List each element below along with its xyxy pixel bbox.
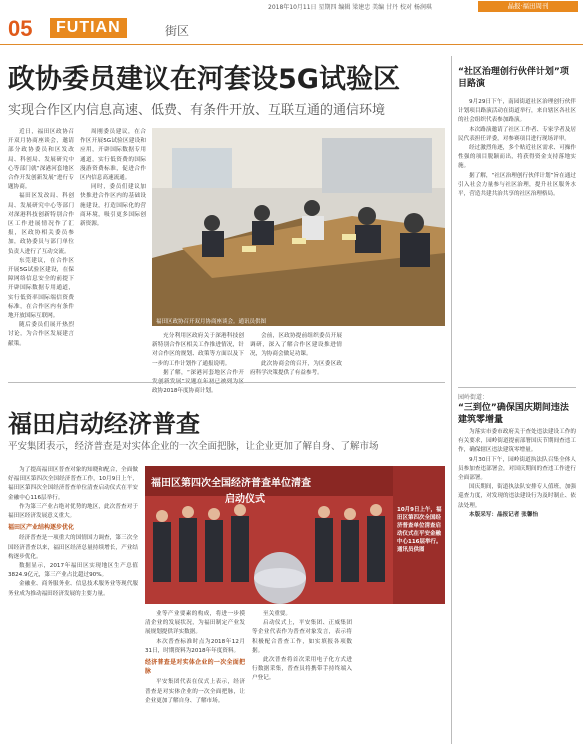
- sidebar2-label: 园岭街道：: [458, 394, 489, 401]
- banner-text-2: 启动仪式: [225, 494, 265, 505]
- meeting-photo-illustration: [152, 128, 445, 326]
- sidebar-separator: [458, 387, 576, 388]
- article1-col4: 会前，区政协提前组织委员开展调研，深入了解合作区建设推进情况，为协商会做足功课。 此次协商会的召开，为区委区政府科学决策提供了有益参考。: [250, 333, 342, 376]
- article2-col3: 至关重要。 启动仪式上，平安集团、正威集团等企业代表作为普查对象发言，表示将积极配合普查工作，如实填报各项数据。 此次普查将首次采用电子化方式进行数据采集，普查员将携带手持终端入户登记。: [252, 611, 352, 682]
- section-cn-name: 街区: [165, 24, 190, 38]
- sidebar2-body: 为落实市委市政府关于查处违法建设工作的有关要求，园岭街道提前部署国庆节期间查违工作，确保辖区违法建筑零增量。 9月30日下午，园岭街道执法队召集全体人员参加查违部署会，对国庆期间的查违工作进行全面部署。 国庆期间，街道执法队安排专人值班，加强巡查力度，对发现的违法建设行为及时制止、依法处理。 本版采写：晶报记者 张馨怡: [458, 428, 576, 744]
- sidebar1-body: 9月29日下午，南园街道社区治理创行伙伴计划项目路演活动在街道举行，来自辖区各社区的社会组织代表参加路演。 本次路演邀请了社区工作者、专家学者及居民代表担任评委，对参赛项目进行现场评审。 经过激烈角逐，多个贴近社区需求、可操作性强的项目脱颖而出，将获得资金支持落地实施。 据了解，“社区治理创行伙伴计划”旨在通过引入社会力量参与社区治理，提升社区服务水平，营造共建共治共享的社区治理格局。: [458, 99, 576, 198]
- article1-subtitle: 实现合作区内信息高速、低费、有条件开放、互联互通的通信环境: [8, 103, 386, 118]
- article1-title: 政协委员建议在河套设5G试验区: [8, 64, 400, 95]
- section-name: FUTIAN: [50, 18, 127, 38]
- sidebar-divider: [451, 56, 452, 744]
- edition-meta: 2018年10月11日 星期四 编辑 梁建忠 美编 甘丹 校对 杨润琪: [268, 4, 432, 11]
- article2-photo-caption: 10月9日上午，福田区第四次全国经济普查单位清查启动仪式在平安金融中心116层举行。通讯员供图: [397, 507, 442, 553]
- article1-col3: 充分利用区政府关于深港科技创新特别合作区相关工作推进情况，针对合作区的规划、政策等方面以及下一步的工作计划作了通报说明。 据了解，“深港河套地区合作开 政协2018年度协商计划。: [152, 333, 244, 395]
- article2-section2-head: 经济普查是对实体企业的一次全面把脉: [145, 659, 245, 676]
- article2-photo: [145, 466, 445, 604]
- article1-photo: [152, 128, 445, 326]
- top-bar: [0, 0, 583, 14]
- article1-photo-caption: 福田区政协召开双月协商座谈会。通讯员供图: [156, 319, 267, 325]
- sidebar1-title: “社区治理创行伙伴计划”项目路演: [458, 67, 569, 89]
- banner-text-1: 福田区第四次全国经济普查单位清查: [151, 478, 311, 489]
- article1-col1: 近日，福田区政协召开双月协商座谈会，邀请部分政协委员和区发改局、科创局、发展研究中心等部门就“深港河套地区合作开发创新发展”进行专题协商。 福田区发改局、科创局、发展研究中心等部门对深港科技创新特别合作区工作进展情况作了汇报，区政协相关委员参加，政协委员与部门单位负责人进行了互动交流。 东莞建议，在合作区开展5G试验区建设，在保障网络信息安全的前提下开辟国际数据专用通道，实行低资率国际端信资费标准，在合作区内有条件地开放国际互联网。 随后委员们展开热烈讨论，为合作区发展建言献策。: [8, 129, 74, 347]
- byline: 本版采写：晶报记者 张馨怡: [469, 511, 539, 518]
- article2-subtitle: 平安集团表示，经济普查是对实体企业的一次全面把脉，让企业更加了解自身、了解市场: [8, 441, 379, 452]
- article2-title: 福田启动经济普查: [8, 410, 200, 438]
- article2-col2: 业等产业要素的构成，将进一步摸清企业的发展状况，为福田制定产业发展规划提供详实数据。 本次普查标准时点为2018年12月31日，时期资料为2018年年度资料。 经济普查是对实体企业的一次全面把脉 平安集团代表在仪式上表示，经济普查是对实体企业的一次全面把脉，让企业更加了解自身、了解市场。: [145, 611, 245, 704]
- section-header: [0, 14, 583, 45]
- sidebar2-title: “三到位”确保国庆期间违法建筑零增量: [458, 403, 569, 425]
- article2-section1-head: 福田区产业结构逐步优化: [8, 524, 75, 532]
- brand-badge: 晶报·福田周刊: [478, 1, 578, 12]
- article1-col2: 周刚委员建议，在合作区开展5G试验区建设和应用，开辟国际数据专用通道，实行低资费的国际漫游资费标准，促进合作区内信息高速流通。 同时，委员们建议加快推进合作区内的基础设施建设，打造国际化的营商环境，吸引更多国际创新资源。: [80, 129, 146, 228]
- article-divider: [8, 382, 445, 383]
- page-number: 05: [8, 16, 33, 41]
- article2-col1: 为了提高福田区普查对象的知晓和配合，全面做好福田区第四次全国经济普查工作，10月9日上午，福田区第四次全国经济普查单位清查启动仪式在平安金融中心116层举行。 作为第三产业占绝对优势的地区，此次普查对于福田区经济发展意义重大。 福田区产业结构逐步优化 经济普查是一项重大的国情国力调查，第三次全国经济普查以来，福田区经济总量持续增长，产业结构逐步优化。 数据显示，2017年福田区实现地区生产总值3824.9亿元，第三产业占比超过90%。 金融业、商务服务业、信息技术服务业等现代服务业成为推动福田经济发展的主要力量。: [8, 467, 138, 597]
